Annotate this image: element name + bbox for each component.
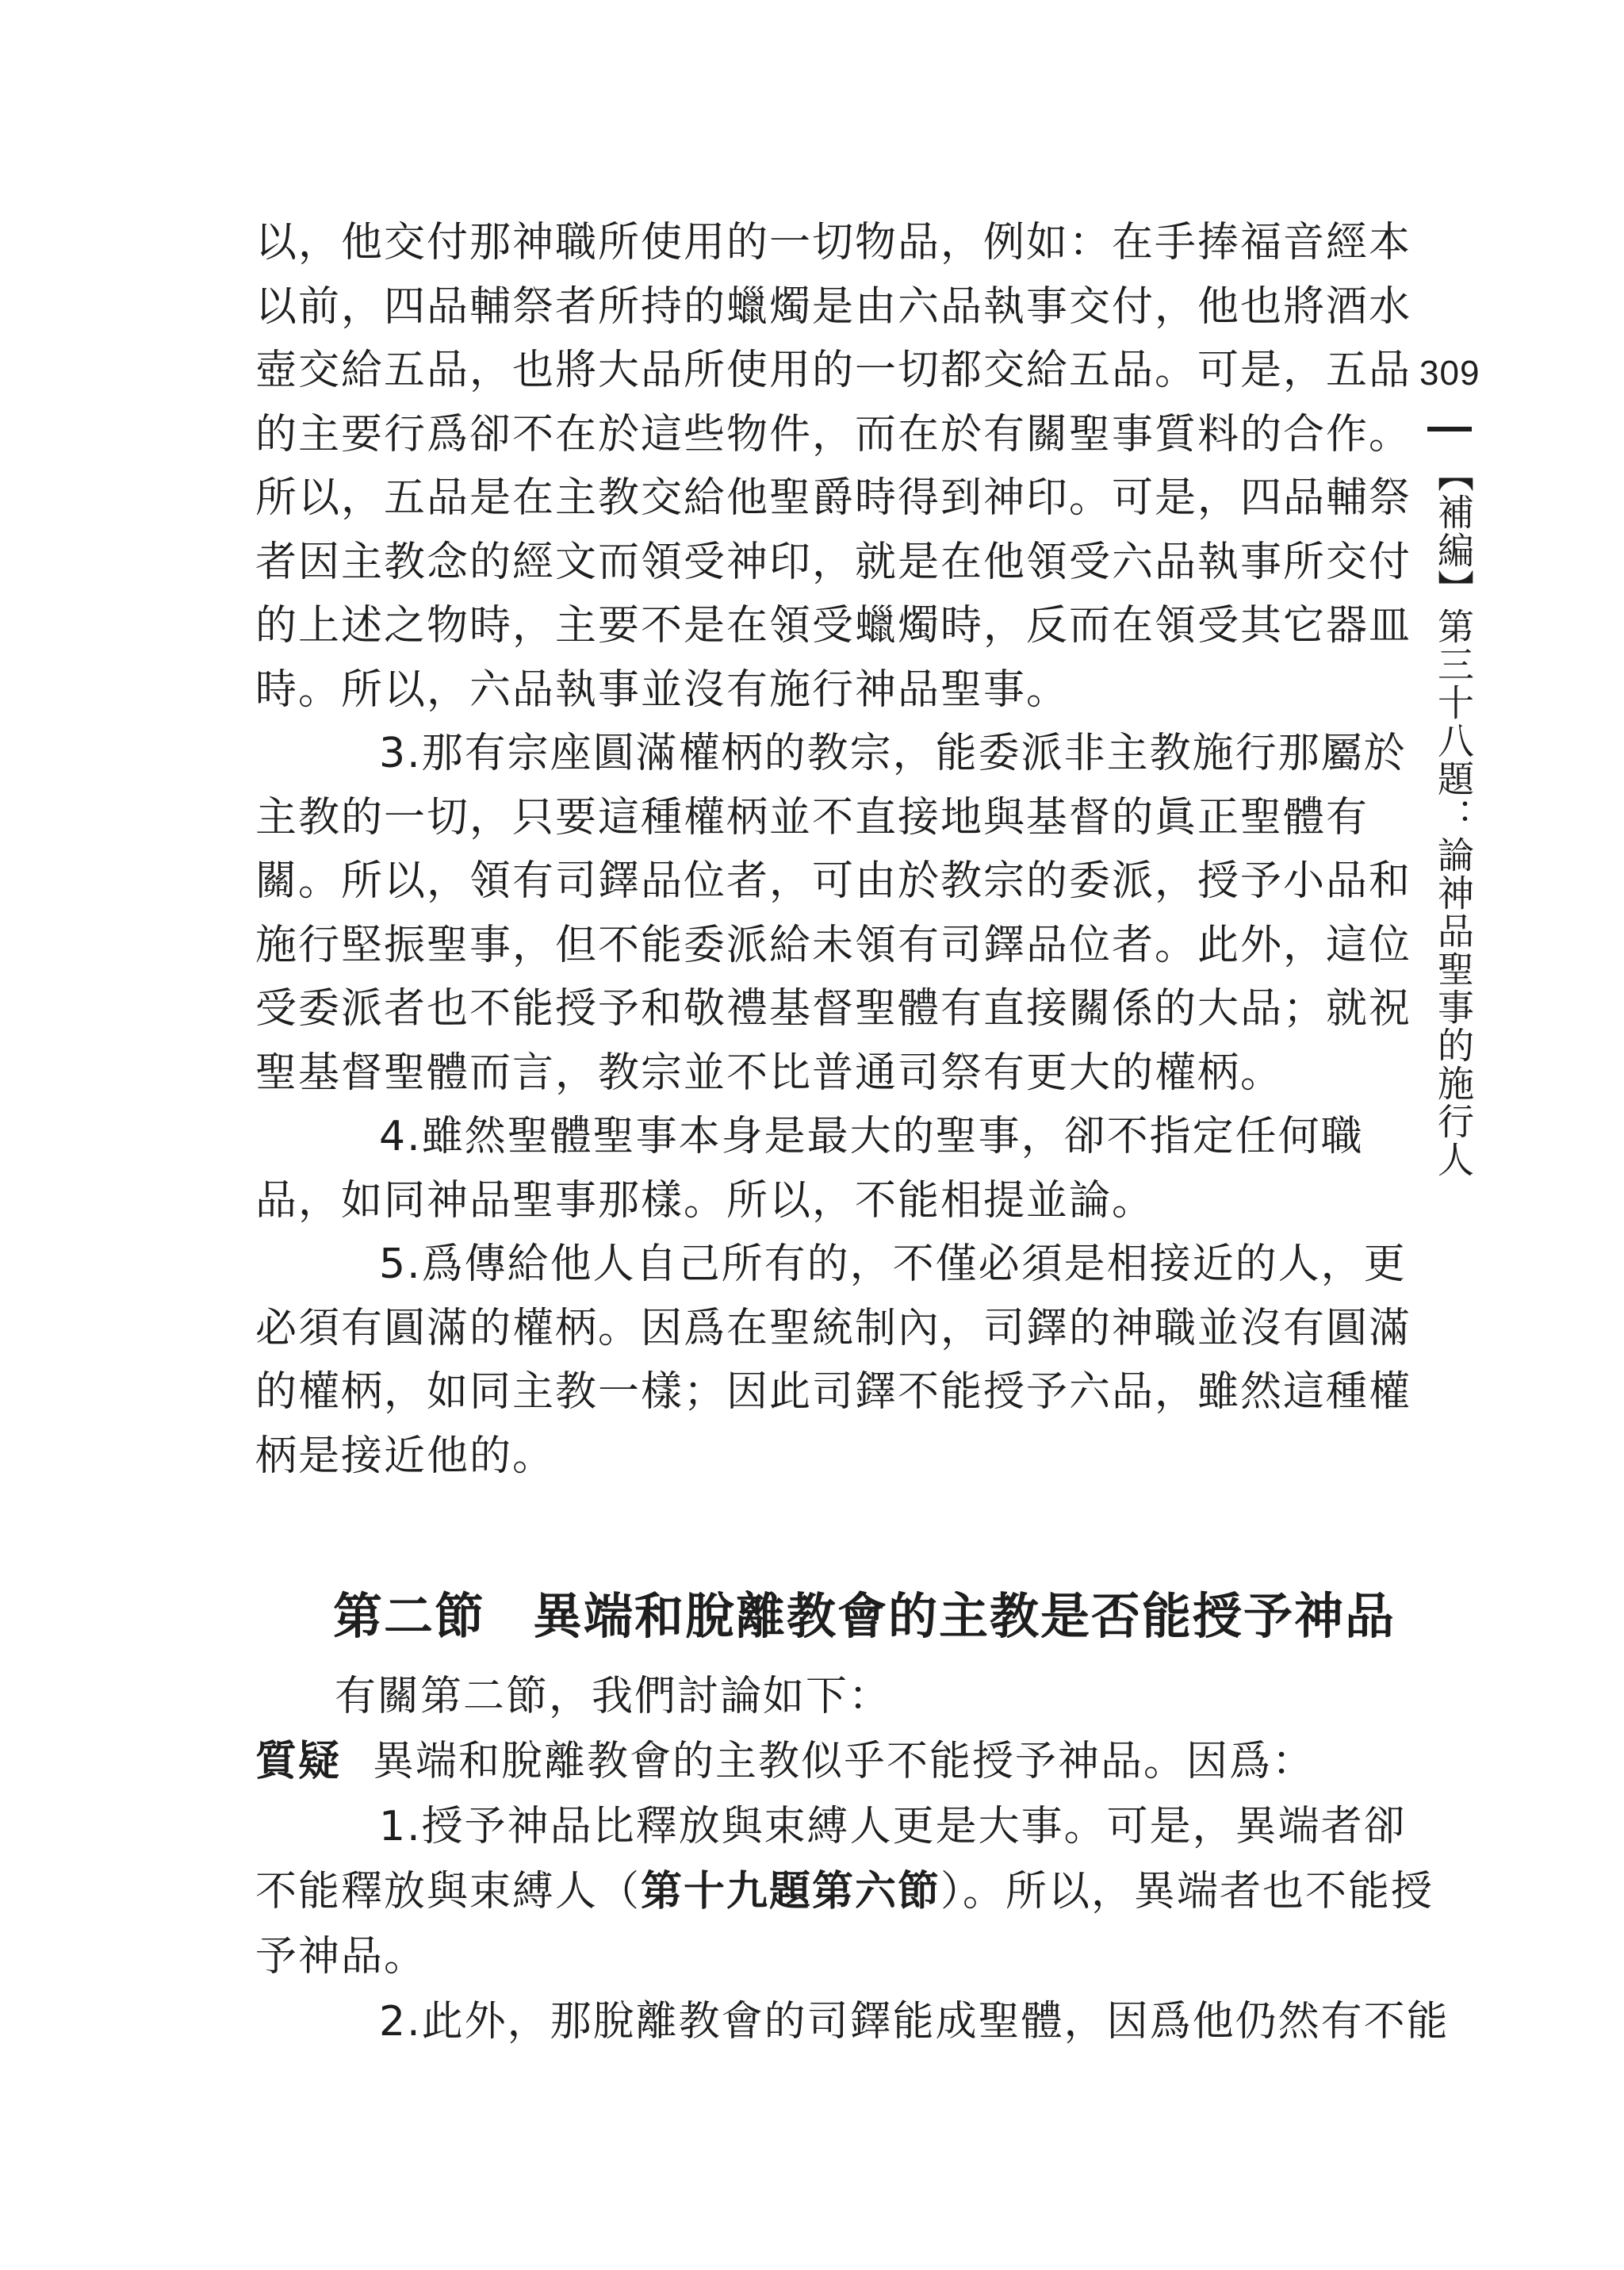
- body-text: [255, 211, 1412, 1488]
- cross-reference: 第十九題第六節: [641, 1868, 941, 1915]
- text-line: 以前，四品輔祭者所持的蠟燭是由六品執事交付，他也將酒水: [255, 282, 1412, 331]
- text-line: [255, 1859, 1434, 1924]
- text-line: 受委派者也不能授予和敬禮基督聖體有直接關係的大品；就祝: [255, 985, 1412, 1033]
- page-number: 309: [1419, 354, 1480, 393]
- section-title: 異端和脫離教會的主教是否能授予神品: [533, 1587, 1396, 1645]
- objection-text: 異端和脫離教會的主教似乎不能授予神品。因爲：: [373, 1738, 1316, 1785]
- text-line: 柄是接近他的。: [255, 1432, 556, 1480]
- text-line: 5.爲傳給他人自己所有的，不僅必須是相接近的人，更: [379, 1240, 1407, 1288]
- text-segment: 不能釋放與束縛人（: [255, 1868, 642, 1915]
- text-line: 的權柄，如同主教一樣；因此司鐸不能授予六品，雖然這種權: [255, 1368, 1412, 1416]
- objection-label: 質疑: [255, 1738, 342, 1785]
- section-number: 第二節: [333, 1587, 486, 1645]
- text-line: 的主要行爲卻不在於這些物件，而在於有關聖事質料的合作。: [255, 410, 1412, 458]
- text-segment: ）。所以，異端者也不能授: [940, 1868, 1434, 1915]
- text-line: 2.此外，那脫離教會的司鐸能成聖體，因爲他仍然有不能: [379, 1998, 1450, 2046]
- section-body: [255, 1664, 1450, 2054]
- running-head: 【補編】第三十八題：論神品聖事的施行人: [1432, 455, 1475, 1179]
- text-line: 關。所以，領有司鐸品位者，可由於教宗的委派，授予小品和: [255, 857, 1412, 905]
- text-line: 4.雖然聖體聖事本身是最大的聖事，卻不指定任何職: [379, 1113, 1364, 1160]
- text-line: 主教的一切，只要這種權柄並不直接地與基督的眞正聖體有: [255, 793, 1369, 842]
- text-line: 予神品。: [255, 1933, 427, 1980]
- text-line: 壺交給五品，也將大品所使用的一切都交給五品。可是，五品: [255, 347, 1412, 394]
- text-line: 時。所以，六品執事並沒有施行神品聖事。: [255, 665, 1070, 714]
- text-line: 必須有圓滿的權柄。因爲在聖統制內，司鐸的神職並沒有圓滿: [255, 1304, 1412, 1352]
- section-intro: 有關第二節，我們討論如下：: [335, 1673, 892, 1720]
- running-head-rule: [1427, 427, 1472, 431]
- text-line: 者因主教念的經文而領受神印，就是在他領受六品執事所交付: [255, 538, 1412, 586]
- text-line: 1.授予神品比釋放與束縛人更是大事。可是，異端者卻: [379, 1803, 1407, 1850]
- text-line: 3.那有宗座圓滿權柄的教宗，能委派非主教施行那屬於: [379, 730, 1407, 777]
- text-line: 品，如同神品聖事那樣。所以，不能相提並論。: [255, 1176, 1155, 1225]
- text-line: 聖基督聖體而言，教宗並不比普通司祭有更大的權柄。: [255, 1049, 1284, 1097]
- section-heading: [333, 1577, 1396, 1647]
- objection-line: [255, 1729, 1373, 1794]
- text-line: 所以，五品是在主教交給他聖爵時得到神印。可是，四品輔祭: [255, 474, 1412, 522]
- text-line: 的上述之物時，主要不是在領受蠟燭時，反而在領受其它器皿: [255, 602, 1412, 650]
- text-line: 以，他交付那神職所使用的一切物品，例如：在手捧福音經本: [255, 219, 1412, 266]
- text-line: 施行堅振聖事，但不能委派給未領有司鐸品位者。此外，這位: [255, 921, 1412, 969]
